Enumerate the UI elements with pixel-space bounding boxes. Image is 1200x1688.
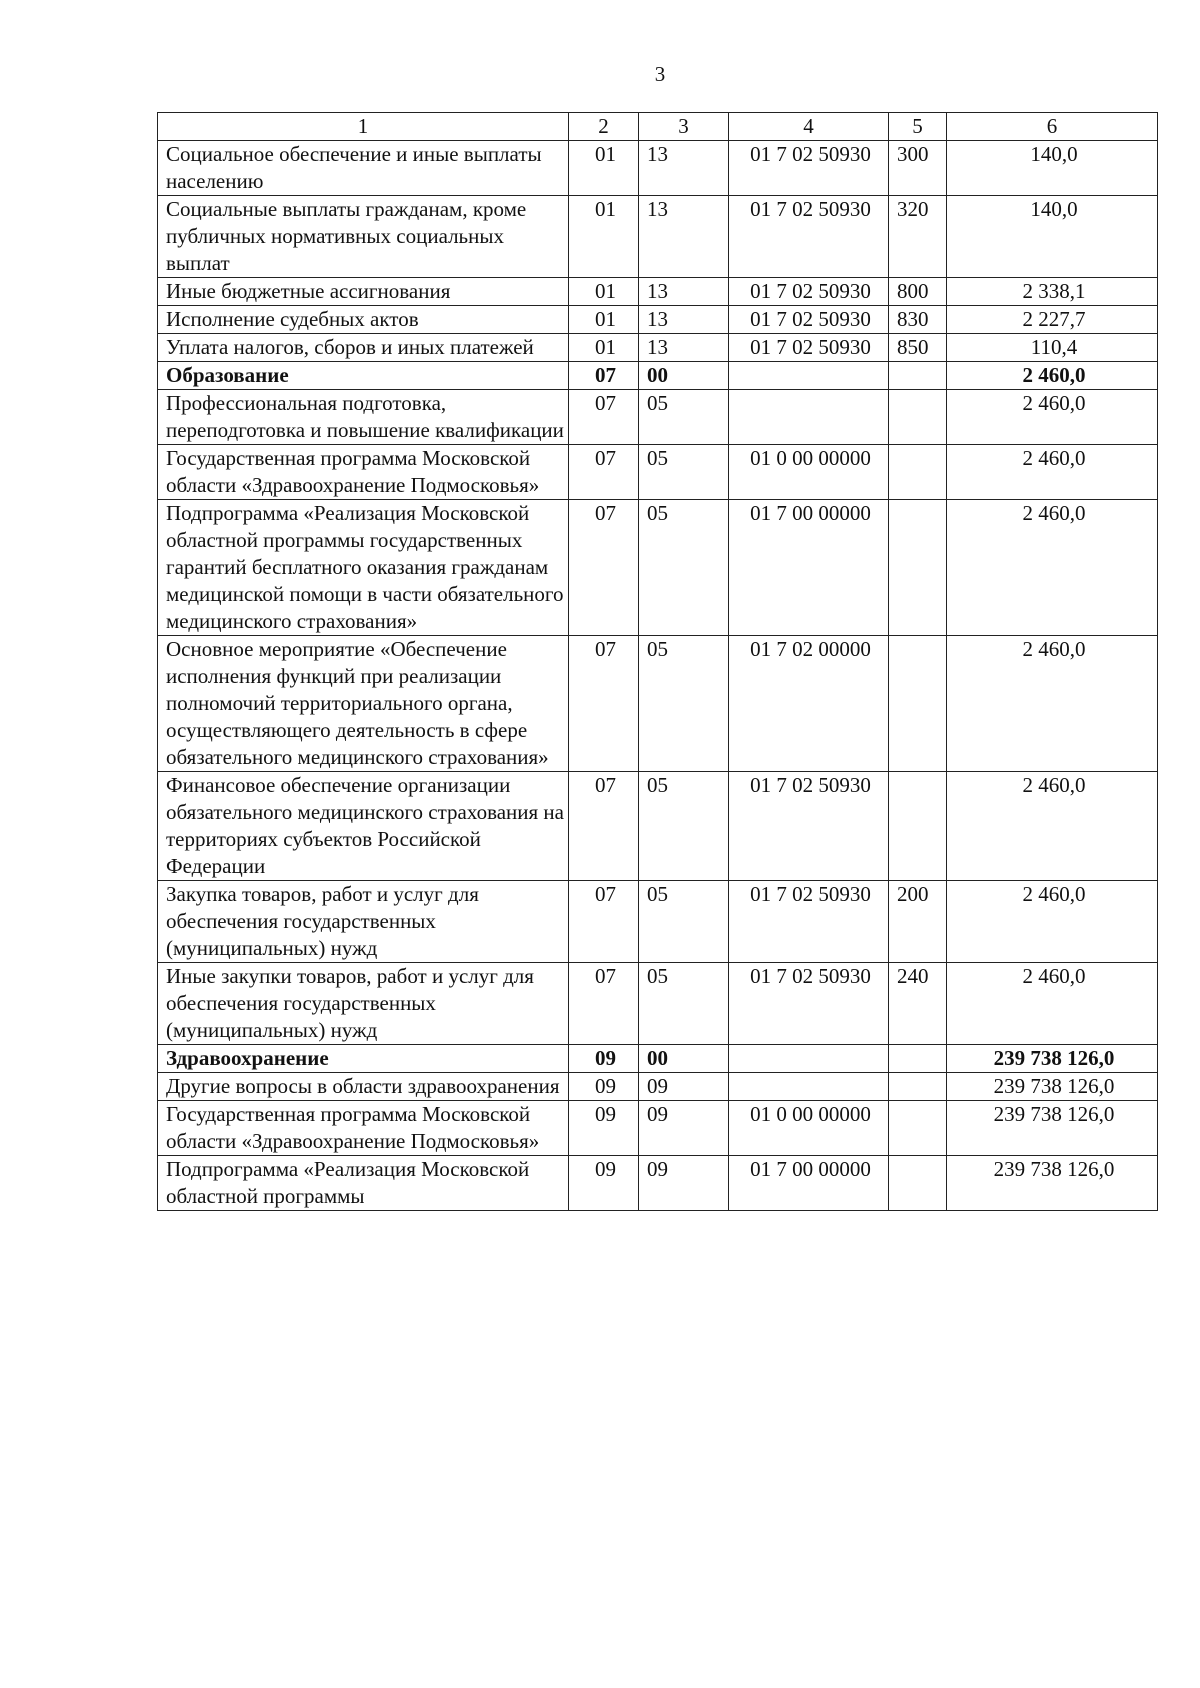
row-amount: 2 227,7	[947, 306, 1158, 334]
row-name: Иные закупки товаров, работ и услуг для обеспечения государственных (муниципальных) нужд	[158, 963, 569, 1045]
table-row	[158, 445, 1158, 500]
row-amount: 2 460,0	[947, 963, 1158, 1045]
row-subsection-code: 09	[639, 1101, 729, 1156]
row-subsection-code: 05	[639, 445, 729, 500]
row-section-code: 01	[569, 196, 639, 278]
row-target-article: 01 7 02 50930	[729, 141, 889, 196]
row-amount: 140,0	[947, 141, 1158, 196]
row-amount: 2 460,0	[947, 636, 1158, 772]
row-expense-type	[889, 445, 947, 500]
row-expense-type	[889, 1045, 947, 1073]
row-subsection-code: 05	[639, 772, 729, 881]
row-subsection-code: 09	[639, 1073, 729, 1101]
row-name: Здравоохранение	[158, 1045, 569, 1073]
row-expense-type: 240	[889, 963, 947, 1045]
table-row	[158, 278, 1158, 306]
row-target-article: 01 7 02 50930	[729, 963, 889, 1045]
header-col-4: 4	[729, 113, 889, 141]
row-target-article: 01 7 02 50930	[729, 334, 889, 362]
row-subsection-code: 13	[639, 334, 729, 362]
row-amount: 239 738 126,0	[947, 1101, 1158, 1156]
table-row	[158, 306, 1158, 334]
row-section-code: 09	[569, 1045, 639, 1073]
header-col-1: 1	[158, 113, 569, 141]
row-target-article: 01 7 02 50930	[729, 881, 889, 963]
table-row	[158, 881, 1158, 963]
row-section-code: 01	[569, 334, 639, 362]
row-section-code: 01	[569, 278, 639, 306]
row-amount: 2 460,0	[947, 445, 1158, 500]
row-subsection-code: 13	[639, 306, 729, 334]
row-subsection-code: 05	[639, 390, 729, 445]
header-col-3: 3	[639, 113, 729, 141]
row-expense-type	[889, 1073, 947, 1101]
row-subsection-code: 13	[639, 278, 729, 306]
row-amount: 239 738 126,0	[947, 1045, 1158, 1073]
row-target-article: 01 7 02 50930	[729, 278, 889, 306]
row-expense-type	[889, 1156, 947, 1211]
row-name: Подпрограмма «Реализация Московской областной программы	[158, 1156, 569, 1211]
row-amount: 2 338,1	[947, 278, 1158, 306]
row-amount: 239 738 126,0	[947, 1073, 1158, 1101]
row-subsection-code: 05	[639, 881, 729, 963]
row-section-code: 09	[569, 1156, 639, 1211]
row-section-code: 07	[569, 500, 639, 636]
row-amount: 2 460,0	[947, 500, 1158, 636]
row-amount: 2 460,0	[947, 772, 1158, 881]
header-col-5: 5	[889, 113, 947, 141]
row-amount: 2 460,0	[947, 390, 1158, 445]
row-expense-type	[889, 636, 947, 772]
row-expense-type	[889, 500, 947, 636]
row-target-article: 01 7 02 50930	[729, 772, 889, 881]
row-name: Основное мероприятие «Обеспечение исполнения функций при реализации полномочий территориального органа, осуществляющего деятельность в сфере обязательного медицинского страхования»	[158, 636, 569, 772]
row-section-code: 09	[569, 1073, 639, 1101]
row-section-code: 07	[569, 963, 639, 1045]
table-header-row	[158, 113, 1158, 141]
table-row	[158, 141, 1158, 196]
table-row	[158, 196, 1158, 278]
row-target-article	[729, 1073, 889, 1101]
row-section-code: 07	[569, 881, 639, 963]
row-target-article: 01 7 00 00000	[729, 500, 889, 636]
row-name: Закупка товаров, работ и услуг для обеспечения государственных (муниципальных) нужд	[158, 881, 569, 963]
table-row	[158, 772, 1158, 881]
row-target-article	[729, 362, 889, 390]
row-expense-type: 800	[889, 278, 947, 306]
row-amount: 239 738 126,0	[947, 1156, 1158, 1211]
row-expense-type: 830	[889, 306, 947, 334]
header-col-2: 2	[569, 113, 639, 141]
table-row	[158, 500, 1158, 636]
row-expense-type: 200	[889, 881, 947, 963]
page-number: 3	[654, 62, 666, 86]
row-amount: 2 460,0	[947, 881, 1158, 963]
table-row	[158, 963, 1158, 1045]
table-row	[158, 1156, 1158, 1211]
row-name: Исполнение судебных актов	[158, 306, 569, 334]
row-target-article: 01 7 02 50930	[729, 196, 889, 278]
row-target-article: 01 7 00 00000	[729, 1156, 889, 1211]
row-name: Образование	[158, 362, 569, 390]
row-name: Государственная программа Московской области «Здравоохранение Подмосковья»	[158, 1101, 569, 1156]
table-row	[158, 1101, 1158, 1156]
row-name: Социальные выплаты гражданам, кроме публичных нормативных социальных выплат	[158, 196, 569, 278]
row-name: Социальное обеспечение и иные выплаты населению	[158, 141, 569, 196]
row-name: Финансовое обеспечение организации обязательного медицинского страхования на территориях субъектов Российской Федерации	[158, 772, 569, 881]
table-body	[158, 141, 1158, 1211]
row-amount: 110,4	[947, 334, 1158, 362]
row-section-code: 01	[569, 306, 639, 334]
row-subsection-code: 13	[639, 196, 729, 278]
row-subsection-code: 00	[639, 362, 729, 390]
table-row	[158, 1073, 1158, 1101]
row-section-code: 07	[569, 772, 639, 881]
row-target-article	[729, 390, 889, 445]
row-expense-type: 320	[889, 196, 947, 278]
row-target-article: 01 0 00 00000	[729, 445, 889, 500]
row-subsection-code: 05	[639, 963, 729, 1045]
row-subsection-code: 13	[639, 141, 729, 196]
row-subsection-code: 05	[639, 636, 729, 772]
row-amount: 2 460,0	[947, 362, 1158, 390]
row-expense-type	[889, 362, 947, 390]
row-name: Другие вопросы в области здравоохранения	[158, 1073, 569, 1101]
table-row	[158, 390, 1158, 445]
row-section-code: 07	[569, 362, 639, 390]
row-subsection-code: 09	[639, 1156, 729, 1211]
row-name: Уплата налогов, сборов и иных платежей	[158, 334, 569, 362]
table-row	[158, 334, 1158, 362]
row-name: Иные бюджетные ассигнования	[158, 278, 569, 306]
row-name: Подпрограмма «Реализация Московской областной программы государственных гарантий бесплатного оказания гражданам медицинской помощи в части обязательного медицинского страхования»	[158, 500, 569, 636]
row-name: Государственная программа Московской области «Здравоохранение Подмосковья»	[158, 445, 569, 500]
row-expense-type	[889, 772, 947, 881]
row-target-article: 01 0 00 00000	[729, 1101, 889, 1156]
row-section-code: 07	[569, 636, 639, 772]
header-col-6: 6	[947, 113, 1158, 141]
row-section-code: 01	[569, 141, 639, 196]
row-section-code: 07	[569, 390, 639, 445]
budget-table	[157, 112, 1158, 1211]
row-amount: 140,0	[947, 196, 1158, 278]
row-subsection-code: 00	[639, 1045, 729, 1073]
row-subsection-code: 05	[639, 500, 729, 636]
row-target-article: 01 7 02 00000	[729, 636, 889, 772]
table-row	[158, 1045, 1158, 1073]
table-row	[158, 636, 1158, 772]
row-expense-type: 300	[889, 141, 947, 196]
row-expense-type: 850	[889, 334, 947, 362]
row-section-code: 07	[569, 445, 639, 500]
row-expense-type	[889, 390, 947, 445]
row-target-article: 01 7 02 50930	[729, 306, 889, 334]
table-row	[158, 362, 1158, 390]
row-expense-type	[889, 1101, 947, 1156]
row-target-article	[729, 1045, 889, 1073]
row-name: Профессиональная подготовка, переподготовка и повышение квалификации	[158, 390, 569, 445]
row-section-code: 09	[569, 1101, 639, 1156]
